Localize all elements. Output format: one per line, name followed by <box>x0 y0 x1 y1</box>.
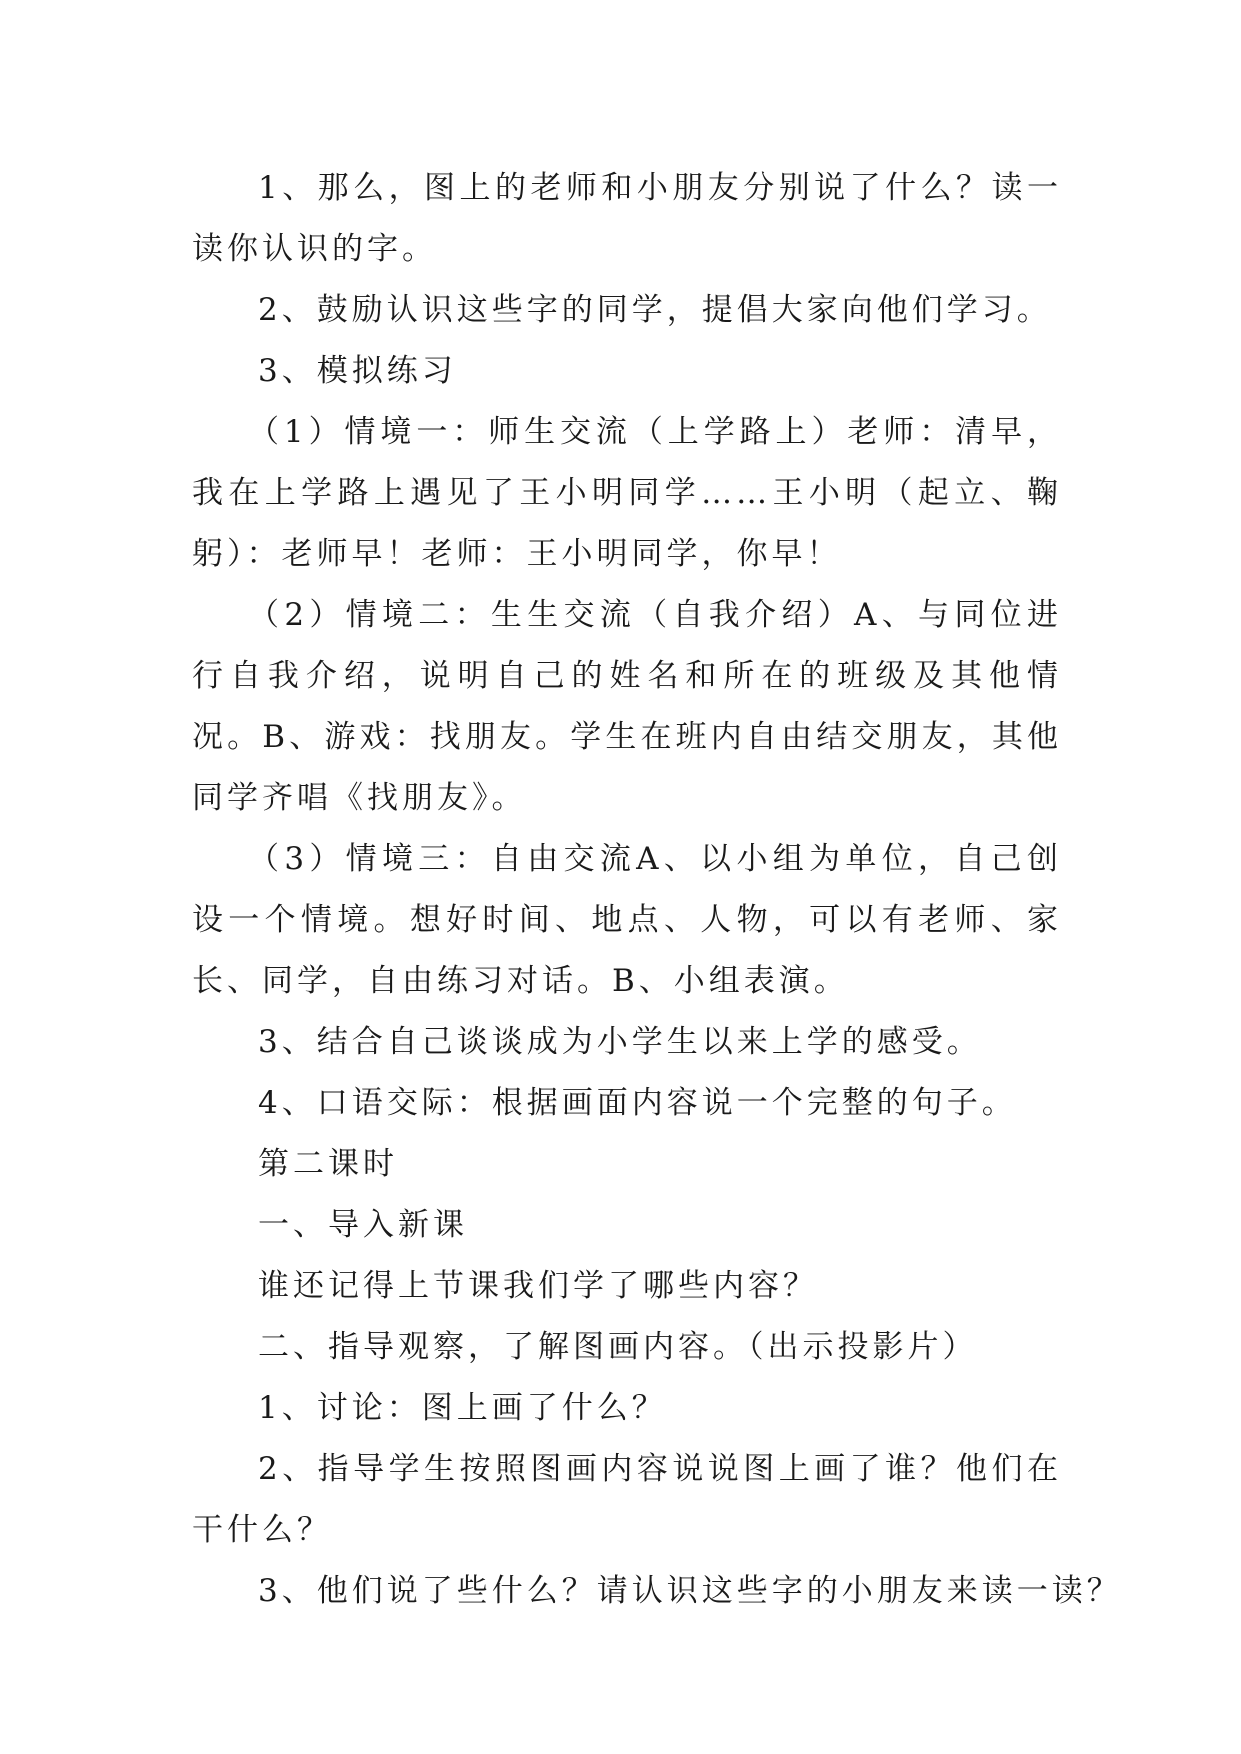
paragraph: （3）情境三：自由交流A、以小组为单位，自己创设一个情境。想好时间、地点、人物，可以有老师、家长、同学，自由练习对话。B、小组表演。 <box>192 841 1062 999</box>
section-heading: 第二课时 <box>258 1146 398 1182</box>
paragraph: （1）情境一：师生交流（上学路上）老师：清早，我在上学路上遇见了王小明同学……王小明（起立、鞠躬）：老师早！老师：王小明同学，你早！ <box>192 414 1062 572</box>
paragraph: 2、指导学生按照图画内容说说图上画了谁？他们在干什么？ <box>192 1451 1062 1548</box>
paragraph: 1、讨论：图上画了什么？ <box>258 1390 667 1426</box>
paragraph: 3、他们说了些什么？请认识这些字的小朋友来读一读？ <box>258 1573 1122 1609</box>
paragraph: （2）情境二：生生交流（自我介绍）A、与同位进行自我介绍，说明自己的姓名和所在的班级及其他情况。B、游戏：找朋友。学生在班内自由结交朋友，其他同学齐唱《找朋友》。 <box>192 597 1062 816</box>
paragraph: 2、鼓励认识这些字的同学，提倡大家向他们学习。 <box>258 292 1052 328</box>
section-heading: 一、导入新课 <box>258 1207 468 1243</box>
paragraph: 3、模拟练习 <box>258 353 457 389</box>
paragraph: 谁还记得上节课我们学了哪些内容？ <box>258 1268 818 1304</box>
paragraph: 1、那么，图上的老师和小朋友分别说了什么？读一读你认识的字。 <box>192 170 1062 267</box>
section-heading: 二、指导观察，了解图画内容。（出示投影片） <box>258 1329 978 1365</box>
document-page <box>192 158 1122 1622</box>
paragraph: 4、口语交际：根据画面内容说一个完整的句子。 <box>258 1085 1017 1121</box>
paragraph: 3、结合自己谈谈成为小学生以来上学的感受。 <box>258 1024 982 1060</box>
